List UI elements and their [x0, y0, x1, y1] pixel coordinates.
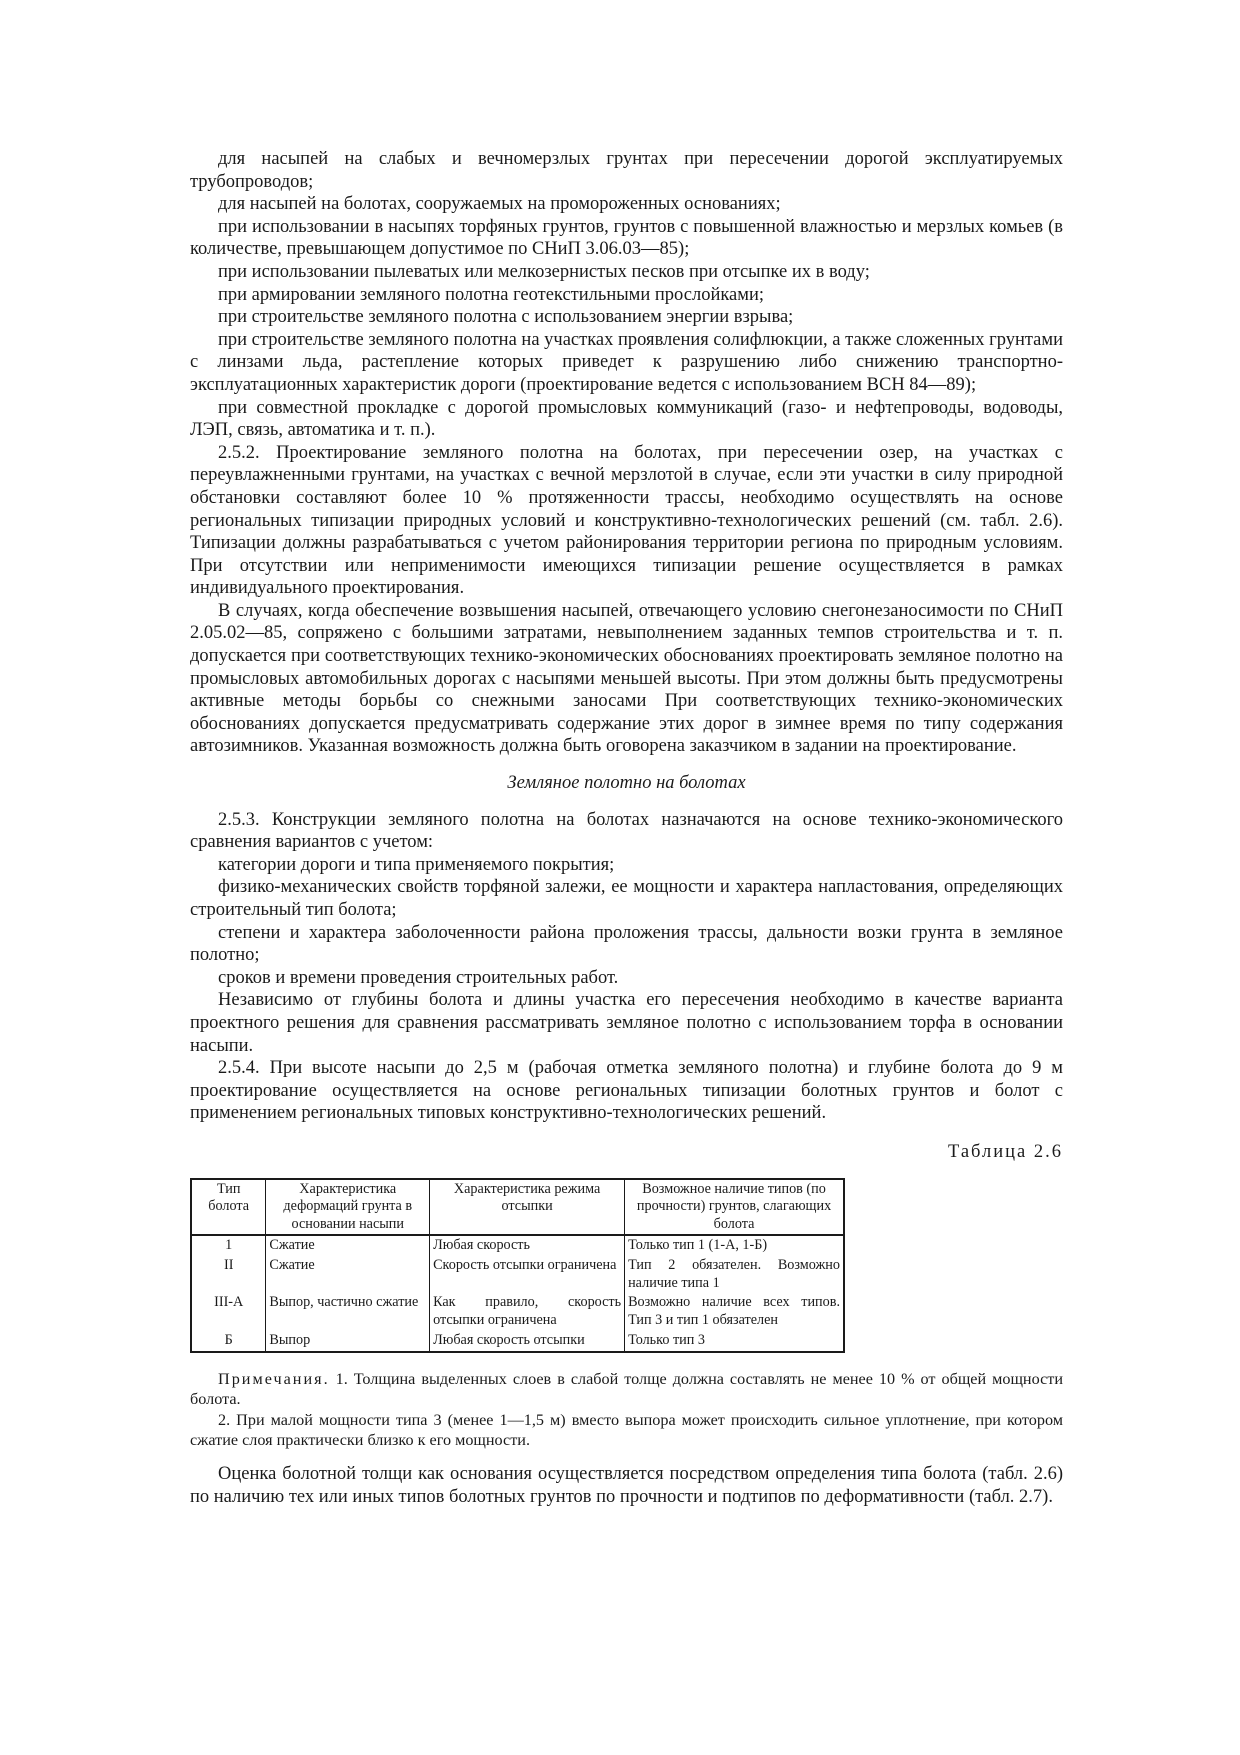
table-cell: Тип 2 обязателен. Возможно наличие типа 1 — [625, 1256, 844, 1294]
table-header-cell: Характеристика режима отсыпки — [430, 1179, 625, 1235]
paragraph: при использовании пылеватых или мелкозернистых песков при отсыпке их в воду; — [218, 261, 870, 282]
table-row — [191, 1331, 844, 1352]
table-row — [191, 1235, 844, 1256]
table-header-cell: Характеристика деформаций грунта в основании насыпи — [266, 1179, 430, 1235]
table-cell: Любая скорость отсыпки — [430, 1331, 625, 1352]
paragraph: степени и характера заболоченности района проложения трассы, дальности возки грунта в земляное полотно; — [190, 922, 1063, 966]
section-heading: Земляное полотно на болотах — [507, 773, 746, 794]
paragraph: физико-механических свойств торфяной залежи, ее мощности и характера напластования, определяющих строительный тип болота; — [190, 877, 1063, 920]
table-cell: Б — [191, 1331, 266, 1352]
table-notes — [190, 1369, 1063, 1451]
paragraph: при строительстве земляного полотна на участках проявления солифлюкции, а также сложенных грунтами с линзами льда, растепление которых приведет к разрушению либо снижению транспортно-эксплуатационных характеристик дороги (проектирование ведется с использованием ВСН 84—89); — [190, 329, 1063, 395]
paragraph: категории дороги и типа применяемого покрытия; — [218, 854, 615, 875]
table-cell: Выпор — [266, 1331, 430, 1352]
paragraph-2-5-4: 2.5.4. При высоте насыпи до 2,5 м (рабочая отметка земляного полотна) и глубине болота до 9 м проектирование осуществляется на основе региональных типизации болотных грунтов и болот с применением региональных типовых конструктивно-технологических решений. — [190, 1058, 1063, 1124]
table-cell: Скорость отсыпки ограничена — [430, 1256, 625, 1294]
paragraph-2-5-3: 2.5.3. Конструкции земляного полотна на болотах назначаются на основе технико-экономического сравнения вариантов с учетом: — [190, 809, 1063, 853]
paragraph-2-5-2: 2.5.2. Проектирование земляного полотна на болотах, при пересечении озер, на участках с переувлажненными грунтами, на участках с вечной мерзлотой в случае, если эти участки в силу природной обстановки составляют более 10 % протяженности трассы, необходимо осуществлять на основе региональных типизации природных условий и конструктивно-технологических решений (см. табл. 2.6). Типизации должны разрабатываться с учетом районирования территории региона по природным условиям. При отсутствии или неприменимости имеющихся типизации решение осуществляется в рамках индивидуального проектирования. — [190, 442, 1063, 599]
table-cell: Только тип 1 (1-А, 1-Б) — [625, 1235, 844, 1256]
paragraph: при строительстве земляного полотна с использованием энергии взрыва; — [218, 307, 794, 328]
table-cell: Возможно наличие всех типов. Тип 3 и тип 1 обязателен — [625, 1293, 844, 1331]
table-row — [191, 1293, 844, 1331]
note-1-text: 1. Толщина выделенных слоев в слабой толще должна составлять не менее 10 % от общей мощности болота. — [190, 1369, 1064, 1409]
table-cell: Любая скорость — [430, 1235, 625, 1256]
paragraph: В случаях, когда обеспечение возвышения насыпей, отвечающего условию снегонезаносимости по СНиП 2.05.02—85, сопряжено с большими затратами, невыполнением заданных темпов строительства и т. п. допускается при соответствующих технико-экономических обоснованиях проектировать земляное полотно на промысловых автомобильных дорогах с насыпями меньшей высоты. При этом должны быть предусмотрены активные методы борьбы со снежными заносами При соответствующих технико-экономических обоснованиях допускается предусматривать содержание этих дорог в зимнее время по типу содержания автозимников. Указанная возможность должна быть оговорена заказчиком в задании на проектирование. — [190, 600, 1063, 757]
paragraph: сроков и времени проведения строительных работ. — [218, 967, 619, 988]
table-cell: Как правило, скорость отсыпки ограничена — [430, 1293, 625, 1331]
note-2: 2. При малой мощности типа 3 (менее 1—1,5 м) вместо выпора может происходить сильное уплотнение, при котором сжатие слоя практически близко к его мощности. — [190, 1410, 1063, 1450]
table-header-row — [191, 1179, 844, 1235]
table-header-cell: Возможное наличие типов (по прочности) грунтов, слагающих болота — [625, 1179, 844, 1235]
table-cell: III-А — [191, 1293, 266, 1331]
bog-types-table — [190, 1178, 845, 1353]
table-caption: Таблица 2.6 — [948, 1141, 1063, 1162]
paragraph: при совместной прокладке с дорогой промысловых коммуникаций (газо- и нефтепроводы, водоводы, ЛЭП, связь, автоматика и т. п.). — [190, 397, 1063, 441]
table-cell: II — [191, 1256, 266, 1294]
table-cell: Выпор, частично сжатие — [266, 1293, 430, 1331]
paragraph: при армировании земляного полотна геотекстильными прослойками; — [218, 284, 765, 305]
table-cell: Сжатие — [266, 1256, 430, 1294]
note-1 — [190, 1369, 1063, 1410]
final-paragraph: Оценка болотной толщи как основания осуществляется посредством определения типа болота (табл. 2.6) по наличию тех или иных типов болотных грунтов по прочности и подтипов по деформативности (табл. 2.7). — [190, 1464, 1063, 1507]
paragraph: для насыпей на болотах, сооружаемых на промороженных основаниях; — [218, 194, 781, 215]
notes-label: Примечания. — [218, 1369, 330, 1388]
paragraph: Независимо от глубины болота и длины участка его пересечения необходимо в качестве варианта проектного решения для сравнения рассматривать земляное полотно с использованием торфа в основании насыпи. — [190, 990, 1063, 1056]
table-cell: Сжатие — [266, 1235, 430, 1256]
table-cell: 1 — [191, 1235, 266, 1256]
table-cell: Только тип 3 — [625, 1331, 844, 1352]
table-header-cell: Тип болота — [191, 1179, 266, 1235]
paragraph: для насыпей на слабых и вечномерзлых грунтах при пересечении дорогой эксплуатируемых трубопроводов; — [190, 149, 1063, 192]
table-row — [191, 1256, 844, 1294]
paragraph: при использовании в насыпях торфяных грунтов, грунтов с повышенной влажностью и мерзлых комьев (в количестве, превышающем допустимое по СНиП 3.06.03—85); — [190, 216, 1063, 260]
document-page — [190, 148, 1063, 1508]
